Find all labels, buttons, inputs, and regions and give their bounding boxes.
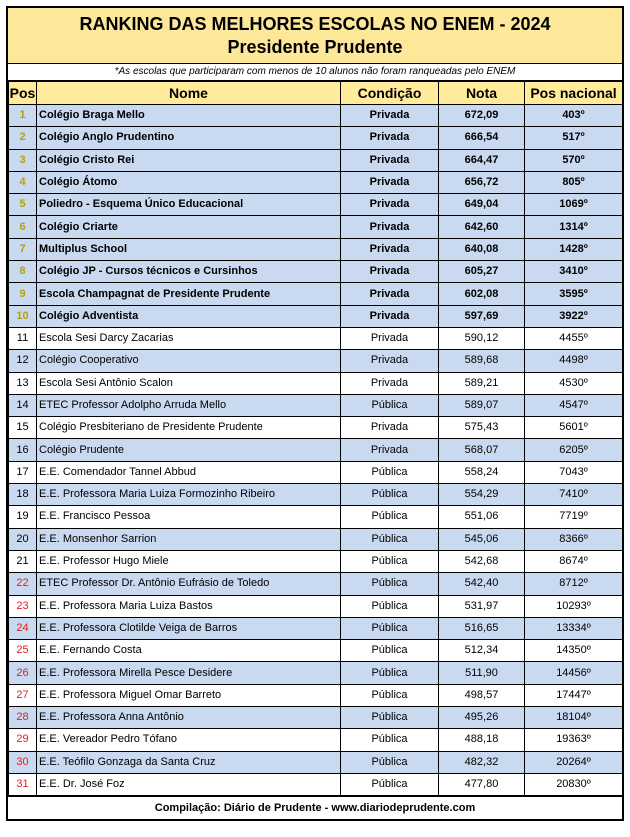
row-condicao: Pública	[341, 394, 439, 416]
row-condicao: Pública	[341, 751, 439, 773]
row-nome: E.E. Professor Hugo Miele	[37, 550, 341, 572]
row-nota: 640,08	[439, 238, 525, 260]
header-nome: Nome	[37, 82, 341, 105]
row-pos: 21	[9, 550, 37, 572]
row-condicao: Privada	[341, 238, 439, 260]
row-nota: 672,09	[439, 105, 525, 127]
row-pos: 23	[9, 595, 37, 617]
row-condicao: Privada	[341, 417, 439, 439]
row-nota: 649,04	[439, 194, 525, 216]
row-pos-nacional: 8674º	[525, 550, 623, 572]
row-pos: 29	[9, 729, 37, 751]
row-pos-nacional: 13334º	[525, 617, 623, 639]
row-pos-nacional: 4530º	[525, 372, 623, 394]
row-nome: Escola Sesi Darcy Zacarias	[37, 327, 341, 349]
row-nota: 511,90	[439, 662, 525, 684]
row-pos: 9	[9, 283, 37, 305]
row-nome: ETEC Professor Dr. Antônio Eufrásio de Toledo	[37, 573, 341, 595]
row-nome: Colégio Presbiteriano de Presidente Prudente	[37, 417, 341, 439]
table-row	[9, 595, 623, 617]
table-row	[9, 149, 623, 171]
row-nota: 656,72	[439, 171, 525, 193]
page-title: RANKING DAS MELHORES ESCOLAS NO ENEM - 2024	[79, 14, 551, 34]
row-nota: 495,26	[439, 707, 525, 729]
row-pos-nacional: 570º	[525, 149, 623, 171]
row-pos-nacional: 1314º	[525, 216, 623, 238]
row-condicao: Pública	[341, 573, 439, 595]
row-nome: Escola Champagnat de Presidente Prudente	[37, 283, 341, 305]
row-condicao: Privada	[341, 194, 439, 216]
table-row	[9, 573, 623, 595]
row-nome: E.E. Vereador Pedro Tófano	[37, 729, 341, 751]
header-nota: Nota	[439, 82, 525, 105]
row-pos: 10	[9, 305, 37, 327]
row-condicao: Pública	[341, 550, 439, 572]
row-condicao: Privada	[341, 372, 439, 394]
row-pos-nacional: 7410º	[525, 484, 623, 506]
row-condicao: Pública	[341, 484, 439, 506]
row-nome: E.E. Professora Mirella Pesce Desidere	[37, 662, 341, 684]
table-row	[9, 617, 623, 639]
row-pos-nacional: 14456º	[525, 662, 623, 684]
row-pos-nacional: 8712º	[525, 573, 623, 595]
row-nota: 575,43	[439, 417, 525, 439]
row-nota: 642,60	[439, 216, 525, 238]
row-pos: 7	[9, 238, 37, 260]
title-block	[8, 8, 622, 64]
ranking-table	[8, 81, 623, 796]
row-pos: 28	[9, 707, 37, 729]
row-pos: 1	[9, 105, 37, 127]
table-row	[9, 238, 623, 260]
table-row	[9, 261, 623, 283]
row-condicao: Privada	[341, 261, 439, 283]
row-condicao: Pública	[341, 773, 439, 795]
row-condicao: Privada	[341, 283, 439, 305]
row-nota: 664,47	[439, 149, 525, 171]
row-nome: Colégio Cristo Rei	[37, 149, 341, 171]
row-pos-nacional: 17447º	[525, 684, 623, 706]
row-pos: 3	[9, 149, 37, 171]
table-header-row	[9, 82, 623, 105]
table-row	[9, 127, 623, 149]
row-pos: 31	[9, 773, 37, 795]
row-nome: E.E. Comendador Tannel Abbud	[37, 461, 341, 483]
row-nome: E.E. Professora Clotilde Veiga de Barros	[37, 617, 341, 639]
row-nota: 551,06	[439, 506, 525, 528]
row-nota: 545,06	[439, 528, 525, 550]
row-pos-nacional: 805º	[525, 171, 623, 193]
row-pos: 16	[9, 439, 37, 461]
row-pos-nacional: 19363º	[525, 729, 623, 751]
header-pos: Pos	[9, 82, 37, 105]
row-nota: 542,40	[439, 573, 525, 595]
table-row	[9, 528, 623, 550]
row-nome: E.E. Teófilo Gonzaga da Santa Cruz	[37, 751, 341, 773]
row-nome: E.E. Fernando Costa	[37, 640, 341, 662]
row-nota: 602,08	[439, 283, 525, 305]
row-condicao: Privada	[341, 305, 439, 327]
table-row	[9, 506, 623, 528]
row-pos-nacional: 7719º	[525, 506, 623, 528]
row-pos: 22	[9, 573, 37, 595]
table-row	[9, 751, 623, 773]
row-pos-nacional: 3595º	[525, 283, 623, 305]
row-pos-nacional: 5601º	[525, 417, 623, 439]
row-condicao: Privada	[341, 171, 439, 193]
row-pos-nacional: 3922º	[525, 305, 623, 327]
row-pos-nacional: 3410º	[525, 261, 623, 283]
table-row	[9, 729, 623, 751]
row-pos: 12	[9, 350, 37, 372]
row-condicao: Pública	[341, 640, 439, 662]
row-nota: 589,68	[439, 350, 525, 372]
row-pos-nacional: 517º	[525, 127, 623, 149]
row-pos: 27	[9, 684, 37, 706]
row-pos: 20	[9, 528, 37, 550]
row-nota: 597,69	[439, 305, 525, 327]
table-row	[9, 171, 623, 193]
table-row	[9, 216, 623, 238]
row-condicao: Pública	[341, 662, 439, 684]
row-pos-nacional: 4455º	[525, 327, 623, 349]
row-condicao: Privada	[341, 439, 439, 461]
row-condicao: Privada	[341, 327, 439, 349]
row-nome: Colégio Átomo	[37, 171, 341, 193]
row-nota: 477,80	[439, 773, 525, 795]
row-nota: 554,29	[439, 484, 525, 506]
row-pos-nacional: 7043º	[525, 461, 623, 483]
row-nome: E.E. Professora Anna Antônio	[37, 707, 341, 729]
row-nota: 590,12	[439, 327, 525, 349]
row-pos: 25	[9, 640, 37, 662]
row-nota: 589,21	[439, 372, 525, 394]
row-pos-nacional: 403º	[525, 105, 623, 127]
table-row	[9, 417, 623, 439]
table-row	[9, 707, 623, 729]
row-condicao: Privada	[341, 149, 439, 171]
row-pos-nacional: 10293º	[525, 595, 623, 617]
table-body	[9, 105, 623, 796]
row-nome: Colégio Anglo Prudentino	[37, 127, 341, 149]
row-nome: E.E. Dr. José Foz	[37, 773, 341, 795]
row-nota: 512,34	[439, 640, 525, 662]
row-pos: 19	[9, 506, 37, 528]
row-nome: E.E. Professora Maria Luiza Formozinho Ribeiro	[37, 484, 341, 506]
row-pos: 24	[9, 617, 37, 639]
row-pos: 2	[9, 127, 37, 149]
table-row	[9, 394, 623, 416]
row-pos-nacional: 20830º	[525, 773, 623, 795]
row-condicao: Pública	[341, 528, 439, 550]
footer-credit: Compilação: Diário de Prudente - www.diariodeprudente.com	[8, 796, 622, 819]
row-condicao: Pública	[341, 684, 439, 706]
row-nota: 568,07	[439, 439, 525, 461]
row-pos-nacional: 18104º	[525, 707, 623, 729]
row-nome: Multiplus School	[37, 238, 341, 260]
row-nota: 589,07	[439, 394, 525, 416]
row-condicao: Privada	[341, 350, 439, 372]
row-nome: ETEC Professor Adolpho Arruda Mello	[37, 394, 341, 416]
table-row	[9, 305, 623, 327]
row-pos: 14	[9, 394, 37, 416]
row-pos: 15	[9, 417, 37, 439]
row-nota: 542,68	[439, 550, 525, 572]
header-condicao: Condição	[341, 82, 439, 105]
table-row	[9, 283, 623, 305]
row-nome: Colégio Cooperativo	[37, 350, 341, 372]
row-condicao: Pública	[341, 506, 439, 528]
row-pos: 26	[9, 662, 37, 684]
row-pos: 5	[9, 194, 37, 216]
row-pos-nacional: 1069º	[525, 194, 623, 216]
row-nome: Colégio Criarte	[37, 216, 341, 238]
table-row	[9, 461, 623, 483]
row-pos: 8	[9, 261, 37, 283]
page-subtitle: Presidente Prudente	[227, 37, 403, 57]
header-pos-nacional: Pos nacional	[525, 82, 623, 105]
row-condicao: Privada	[341, 216, 439, 238]
row-nome: Escola Sesi Antônio Scalon	[37, 372, 341, 394]
table-row	[9, 439, 623, 461]
table-row	[9, 105, 623, 127]
row-pos-nacional: 1428º	[525, 238, 623, 260]
row-condicao: Privada	[341, 127, 439, 149]
row-condicao: Pública	[341, 729, 439, 751]
row-nota: 488,18	[439, 729, 525, 751]
table-row	[9, 640, 623, 662]
row-condicao: Pública	[341, 595, 439, 617]
row-pos: 17	[9, 461, 37, 483]
row-pos-nacional: 20264º	[525, 751, 623, 773]
row-pos-nacional: 8366º	[525, 528, 623, 550]
row-pos: 11	[9, 327, 37, 349]
row-nome: Poliedro - Esquema Único Educacional	[37, 194, 341, 216]
row-pos-nacional: 6205º	[525, 439, 623, 461]
row-nome: Colégio Adventista	[37, 305, 341, 327]
row-condicao: Pública	[341, 461, 439, 483]
table-row	[9, 194, 623, 216]
table-row	[9, 662, 623, 684]
row-nota: 558,24	[439, 461, 525, 483]
row-pos-nacional: 14350º	[525, 640, 623, 662]
row-pos-nacional: 4498º	[525, 350, 623, 372]
row-pos: 18	[9, 484, 37, 506]
row-nota: 482,32	[439, 751, 525, 773]
row-pos-nacional: 4547º	[525, 394, 623, 416]
row-nota: 531,97	[439, 595, 525, 617]
row-nome: E.E. Francisco Pessoa	[37, 506, 341, 528]
row-nome: Colégio Prudente	[37, 439, 341, 461]
row-nome: Colégio JP - Cursos técnicos e Cursinhos	[37, 261, 341, 283]
row-condicao: Pública	[341, 707, 439, 729]
row-nota: 605,27	[439, 261, 525, 283]
row-pos: 4	[9, 171, 37, 193]
row-nota: 666,54	[439, 127, 525, 149]
table-row	[9, 773, 623, 795]
table-row	[9, 484, 623, 506]
row-nome: Colégio Braga Mello	[37, 105, 341, 127]
table-row	[9, 684, 623, 706]
row-pos: 6	[9, 216, 37, 238]
table-row	[9, 372, 623, 394]
row-nota: 516,65	[439, 617, 525, 639]
row-condicao: Privada	[341, 105, 439, 127]
row-pos: 30	[9, 751, 37, 773]
ranking-sheet	[6, 6, 624, 821]
row-nome: E.E. Monsenhor Sarrion	[37, 528, 341, 550]
table-row	[9, 327, 623, 349]
row-condicao: Pública	[341, 617, 439, 639]
row-nome: E.E. Professora Miguel Omar Barreto	[37, 684, 341, 706]
row-nome: E.E. Professora Maria Luiza Bastos	[37, 595, 341, 617]
row-nota: 498,57	[439, 684, 525, 706]
footnote: *As escolas que participaram com menos de 10 alunos não foram ranqueadas pelo ENEM	[8, 64, 622, 81]
row-pos: 13	[9, 372, 37, 394]
table-row	[9, 550, 623, 572]
table-row	[9, 350, 623, 372]
